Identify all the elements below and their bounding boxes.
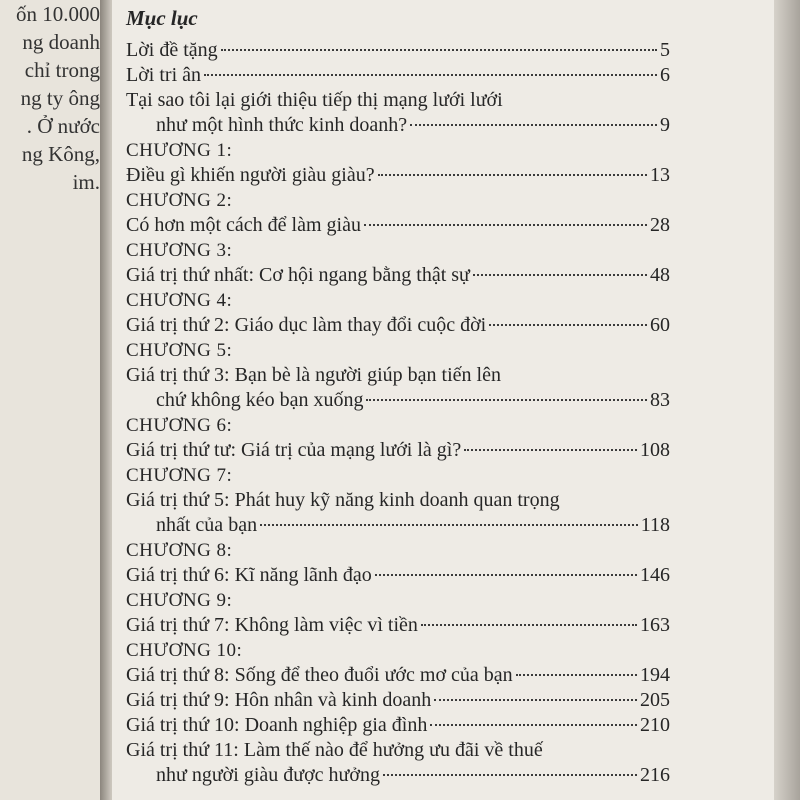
toc-list [126, 38, 670, 788]
toc-chapter-heading: CHƯƠNG 10: [126, 640, 243, 661]
toc-entry-title: Giá trị thứ tư: Giá trị của mạng lưới là gì? [126, 439, 462, 461]
dot-leader [375, 574, 637, 576]
toc-chapter-heading: CHƯƠNG 4: [126, 290, 233, 311]
toc-entry-title: Giá trị thứ 10: Doanh nghiệp gia đình [126, 714, 428, 736]
dot-leader [204, 74, 657, 76]
toc-page-number: 194 [640, 664, 670, 686]
dot-leader [421, 624, 637, 626]
dot-leader [410, 124, 657, 126]
toc-entry-title: như một hình thức kinh doanh? [156, 114, 408, 136]
toc-entry-title: Điều gì khiến người giàu giàu? [126, 164, 375, 186]
toc-chapter-heading: CHƯƠNG 7: [126, 465, 233, 486]
toc-page-number: 163 [640, 614, 670, 636]
toc-page-number: 216 [640, 764, 670, 786]
left-page-line: im. [72, 170, 100, 194]
toc-entry[interactable] [126, 63, 670, 88]
dot-leader [473, 274, 647, 276]
toc-entry[interactable] [126, 263, 670, 288]
dot-leader [364, 224, 647, 226]
toc-entry[interactable] [126, 113, 670, 138]
toc-entry-title-line: Giá trị thứ 5: Phát huy kỹ năng kinh doanh quan trọng [126, 489, 560, 511]
toc-entry[interactable] [126, 713, 670, 738]
dot-leader [489, 324, 647, 326]
toc-entry[interactable] [126, 163, 670, 188]
toc-page-number: 48 [650, 264, 670, 286]
toc-chapter-heading: CHƯƠNG 8: [126, 540, 233, 561]
toc-entry-title: Có hơn một cách để làm giàu [126, 214, 361, 236]
toc-chapter-heading: CHƯƠNG 1: [126, 140, 233, 161]
toc-page-number: 9 [660, 114, 670, 136]
left-page-text [16, 0, 100, 196]
toc-chapter-heading: CHƯƠNG 2: [126, 190, 233, 211]
toc-page-number: 83 [650, 389, 670, 411]
toc-page-number: 118 [640, 514, 670, 536]
left-page-line: ốn 10.000 [16, 2, 100, 26]
toc-page-number: 146 [640, 564, 670, 586]
toc-page-number: 6 [660, 64, 670, 86]
toc-page-number: 205 [640, 689, 670, 711]
toc-entry-title-line: Giá trị thứ 3: Bạn bè là người giúp bạn tiến lên [126, 364, 501, 386]
table-of-contents [126, 4, 670, 788]
toc-entry-title: Giá trị thứ 8: Sống để theo đuổi ước mơ của bạn [126, 664, 513, 686]
toc-entry[interactable] [126, 513, 670, 538]
dot-leader [378, 174, 647, 176]
toc-entry-title: Giá trị thứ nhất: Cơ hội ngang bằng thật sự [126, 264, 470, 286]
toc-page-number: 13 [650, 164, 670, 186]
toc-entry[interactable] [126, 563, 670, 588]
toc-entry[interactable] [126, 688, 670, 713]
dot-leader [430, 724, 637, 726]
toc-chapter-heading: CHƯƠNG 5: [126, 340, 233, 361]
toc-entry[interactable] [126, 763, 670, 788]
page-edge [774, 0, 800, 800]
toc-entry[interactable] [126, 438, 670, 463]
toc-entry[interactable] [126, 213, 670, 238]
toc-entry-title: Giá trị thứ 6: Kĩ năng lãnh đạo [126, 564, 372, 586]
left-page-line: ng Kông, [21, 142, 100, 166]
toc-entry-title: Lời tri ân [126, 64, 201, 86]
toc-title: Mục lục [126, 6, 198, 30]
dot-leader [260, 524, 638, 526]
left-page-line: ng ty ông [20, 86, 100, 110]
toc-chapter-heading: CHƯƠNG 6: [126, 415, 233, 436]
toc-page-number: 28 [650, 214, 670, 236]
toc-entry[interactable] [126, 313, 670, 338]
dot-leader [221, 49, 657, 51]
toc-page-number: 5 [660, 39, 670, 61]
toc-entry-title: Giá trị thứ 9: Hôn nhân và kinh doanh [126, 689, 432, 711]
toc-entry[interactable] [126, 613, 670, 638]
left-page [0, 0, 106, 800]
dot-leader [434, 699, 637, 701]
left-page-line: . Ở nước [26, 114, 100, 138]
toc-entry-title: Lời đề tặng [126, 39, 218, 61]
toc-chapter-heading: CHƯƠNG 3: [126, 240, 233, 261]
left-page-line: chỉ trong [24, 58, 100, 82]
toc-entry[interactable] [126, 38, 670, 63]
dot-leader [516, 674, 637, 676]
toc-entry-title-line: Tại sao tôi lại giới thiệu tiếp thị mạng lưới lưới [126, 89, 503, 111]
toc-page-number: 108 [640, 439, 670, 461]
toc-page-number: 210 [640, 714, 670, 736]
toc-entry-title-line: Giá trị thứ 11: Làm thế nào để hưởng ưu đãi về thuế [126, 739, 543, 761]
toc-entry[interactable] [126, 663, 670, 688]
dot-leader [383, 774, 637, 776]
toc-page-number: 60 [650, 314, 670, 336]
toc-chapter-heading: CHƯƠNG 9: [126, 590, 233, 611]
toc-entry-title: nhất của bạn [156, 514, 258, 536]
toc-entry-title: Giá trị thứ 2: Giáo dục làm thay đổi cuộc đời [126, 314, 487, 336]
toc-entry-title: Giá trị thứ 7: Không làm việc vì tiền [126, 614, 418, 636]
toc-entry-title: chứ không kéo bạn xuống [156, 389, 364, 411]
dot-leader [464, 449, 637, 451]
dot-leader [366, 399, 647, 401]
left-page-line: ng doanh [22, 30, 100, 54]
toc-entry[interactable] [126, 388, 670, 413]
toc-entry-title: như người giàu được hưởng [156, 764, 380, 786]
